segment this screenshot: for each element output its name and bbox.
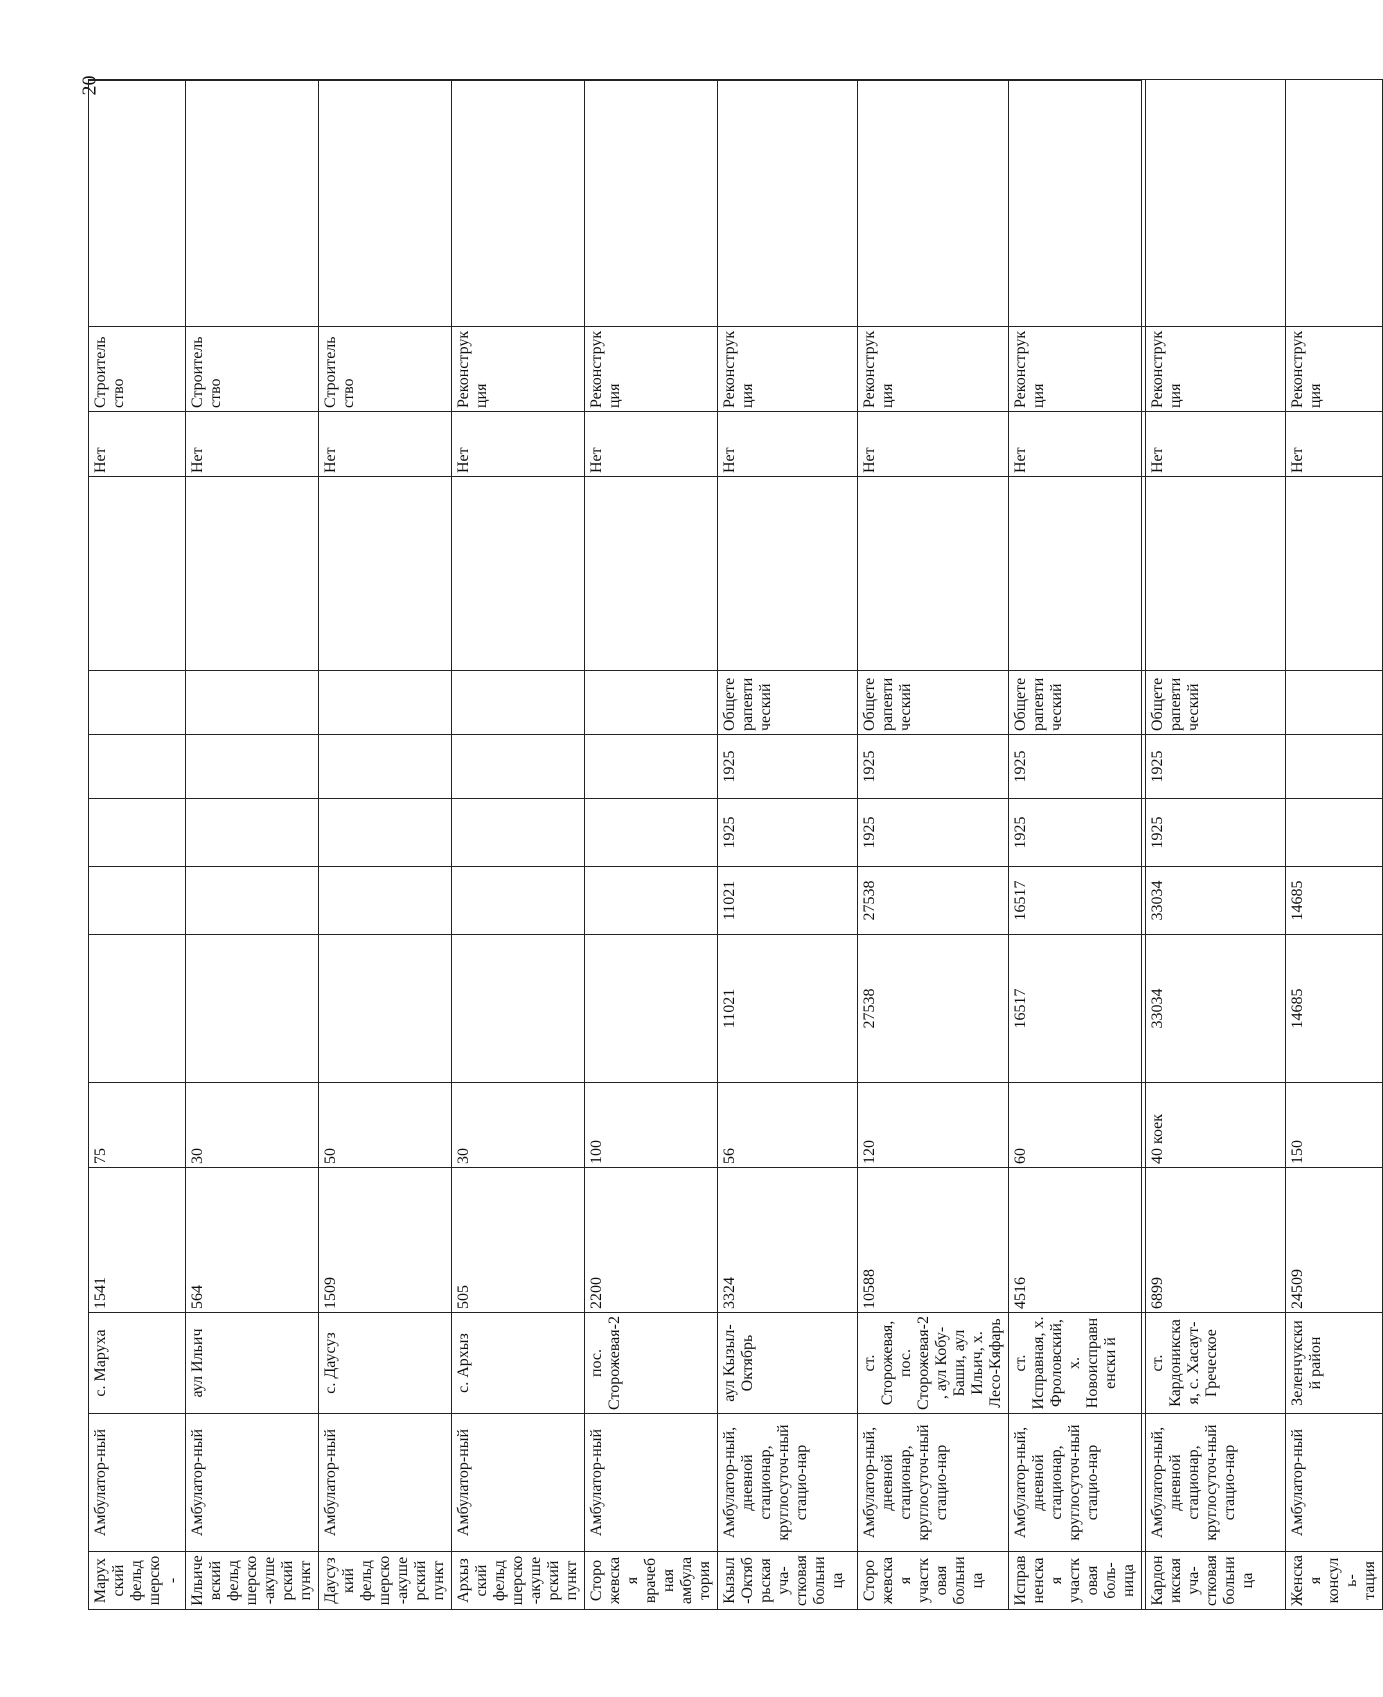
availability-cell: Нет: [718, 412, 858, 477]
facility-name-cell: Исправненская участковая боль-ница: [1009, 1552, 1146, 1610]
population-cell: 505: [452, 1168, 585, 1313]
location-cell: с. Даусуз: [319, 1313, 452, 1414]
capacity-cell: 120: [858, 1083, 1009, 1168]
capacity-cell: 56: [718, 1083, 858, 1168]
table-row: [452, 80, 585, 1610]
availability-cell: Нет: [1009, 412, 1146, 477]
spacer-cell: [186, 477, 319, 671]
capacity-cell: 60: [1009, 1083, 1146, 1168]
capacity-cell: 30: [452, 1083, 585, 1168]
page-number: 20: [78, 75, 101, 96]
availability-cell: Нет: [89, 412, 186, 477]
type-cell: Амбулатор-ный: [186, 1414, 319, 1552]
facility-name-cell: Сторожевская врачебная амбулатория: [585, 1552, 718, 1610]
year1-cell: [452, 799, 585, 867]
year2-cell: 1925: [1146, 735, 1286, 799]
value2-cell: 33034: [1146, 867, 1286, 935]
profile-cell: [186, 671, 319, 735]
action-cell: Реконструкция: [1146, 327, 1286, 412]
location-cell: аул Ильич: [186, 1313, 319, 1414]
action-cell: Строительство: [89, 327, 186, 412]
availability-cell: Нет: [319, 412, 452, 477]
facility-name-cell: Сторожевская участковая больница: [858, 1552, 1009, 1610]
value2-cell: 14685: [1286, 867, 1383, 935]
year1-cell: 1925: [718, 799, 858, 867]
spacer-cell: [452, 477, 585, 671]
year1-cell: [186, 799, 319, 867]
year1-cell: 1925: [858, 799, 1009, 867]
capacity-cell: 150: [1286, 1083, 1383, 1168]
availability-cell: Нет: [1146, 412, 1286, 477]
capacity-cell: 50: [319, 1083, 452, 1168]
table-row: [1146, 80, 1286, 1610]
action-cell: Реконструкция: [452, 327, 585, 412]
value1-cell: [89, 935, 186, 1083]
profile-cell: Общетерапевтический: [858, 671, 1009, 735]
action-cell: Реконструкция: [1009, 327, 1146, 412]
edge-cell: [1009, 80, 1146, 327]
year1-cell: [89, 799, 186, 867]
value1-cell: 11021: [718, 935, 858, 1083]
population-cell: 24509: [1286, 1168, 1383, 1313]
table-row: [319, 80, 452, 1610]
edge-cell: [858, 80, 1009, 327]
location-cell: ст. Исправная, х. Фроловский, х. Новоисправненски й: [1009, 1313, 1146, 1414]
location-cell: ст. Сторожевая, пос. Сторожевая-2, аул Кобу-Баши, аул Ильич, х. Лесо-Кяфарь: [858, 1313, 1009, 1414]
spacer-cell: [858, 477, 1009, 671]
value2-cell: [319, 867, 452, 935]
location-cell: с. Архыз: [452, 1313, 585, 1414]
edge-cell: [585, 80, 718, 327]
availability-cell: Нет: [452, 412, 585, 477]
facility-name-cell: Ильичевский фельдшерско-акушерский пункт: [186, 1552, 319, 1610]
table-row: [186, 80, 319, 1610]
value1-cell: 16517: [1009, 935, 1146, 1083]
location-cell: пос. Сторожевая-2: [585, 1313, 718, 1414]
edge-cell: [1286, 80, 1383, 327]
facility-name-cell: Кардоникская уча-стковая больница: [1146, 1552, 1286, 1610]
profile-cell: [585, 671, 718, 735]
spacer-cell: [585, 477, 718, 671]
population-cell: 1541: [89, 1168, 186, 1313]
facility-name-cell: Кызыл-Октябрьская уча-стковая больница: [718, 1552, 858, 1610]
table-row: [1286, 80, 1383, 1610]
year1-cell: [585, 799, 718, 867]
year2-cell: [585, 735, 718, 799]
capacity-cell: 40 коек: [1146, 1083, 1286, 1168]
edge-cell: [452, 80, 585, 327]
profile-cell: [1286, 671, 1383, 735]
value2-cell: [89, 867, 186, 935]
facility-name-cell: Даусузкий фельдшерско-акушерский пункт: [319, 1552, 452, 1610]
action-cell: Реконструкция: [718, 327, 858, 412]
location-cell: Зеленчукский район: [1286, 1313, 1383, 1414]
profile-cell: Общетерапевтический: [1009, 671, 1146, 735]
location-cell: аул Кызыл-Октябрь: [718, 1313, 858, 1414]
value2-cell: 16517: [1009, 867, 1146, 935]
value1-cell: 14685: [1286, 935, 1383, 1083]
type-cell: Амбулатор-ный, дневной стационар, круглосуточ-ный стацио-нар: [1146, 1414, 1286, 1552]
year1-cell: [319, 799, 452, 867]
year2-cell: 1925: [858, 735, 1009, 799]
year2-cell: [319, 735, 452, 799]
value2-cell: [186, 867, 319, 935]
edge-cell: [186, 80, 319, 327]
action-cell: Строительство: [319, 327, 452, 412]
population-cell: 564: [186, 1168, 319, 1313]
population-cell: 2200: [585, 1168, 718, 1313]
edge-cell: [718, 80, 858, 327]
year2-cell: 1925: [718, 735, 858, 799]
type-cell: Амбулатор-ный: [1286, 1414, 1383, 1552]
value1-cell: [452, 935, 585, 1083]
table-row: [1009, 80, 1146, 1610]
rotated-table-area: [88, 80, 1378, 1610]
spacer-cell: [1009, 477, 1146, 671]
value1-cell: [585, 935, 718, 1083]
value2-cell: [452, 867, 585, 935]
spacer-cell: [1146, 477, 1286, 671]
table-row: [718, 80, 858, 1610]
population-cell: 1509: [319, 1168, 452, 1313]
type-cell: Амбулатор-ный, дневной стационар, круглосуточ-ный стацио-нар: [1009, 1414, 1146, 1552]
population-cell: 6899: [1146, 1168, 1286, 1313]
profile-cell: [319, 671, 452, 735]
value2-cell: [585, 867, 718, 935]
table-row: [89, 80, 186, 1610]
facility-name-cell: Марухский фельдшерско-: [89, 1552, 186, 1610]
population-cell: 4516: [1009, 1168, 1146, 1313]
year1-cell: 1925: [1146, 799, 1286, 867]
type-cell: Амбулатор-ный, дневной стационар, круглосуточ-ный стацио-нар: [858, 1414, 1009, 1552]
type-cell: Амбулатор-ный: [319, 1414, 452, 1552]
year2-cell: [186, 735, 319, 799]
edge-cell: [319, 80, 452, 327]
value1-cell: 27538: [858, 935, 1009, 1083]
spacer-cell: [89, 477, 186, 671]
edge-cell: [89, 80, 186, 327]
edge-cell: [1146, 80, 1286, 327]
availability-cell: Нет: [1286, 412, 1383, 477]
table-row: [858, 80, 1009, 1610]
table-row: [585, 80, 718, 1610]
spacer-cell: [718, 477, 858, 671]
value1-cell: [319, 935, 452, 1083]
profile-cell: [89, 671, 186, 735]
population-cell: 10588: [858, 1168, 1009, 1313]
facility-table: [88, 79, 1383, 1610]
spacer-cell: [1286, 477, 1383, 671]
value2-cell: 11021: [718, 867, 858, 935]
year2-cell: [452, 735, 585, 799]
action-cell: Реконструкция: [858, 327, 1009, 412]
profile-cell: Общетерапевтический: [1146, 671, 1286, 735]
capacity-cell: 75: [89, 1083, 186, 1168]
profile-cell: [452, 671, 585, 735]
availability-cell: Нет: [858, 412, 1009, 477]
action-cell: Строительство: [186, 327, 319, 412]
type-cell: Амбулатор-ный: [452, 1414, 585, 1552]
type-cell: Амбулатор-ный: [585, 1414, 718, 1552]
location-cell: с. Маруха: [89, 1313, 186, 1414]
type-cell: Амбулатор-ный: [89, 1414, 186, 1552]
availability-cell: Нет: [186, 412, 319, 477]
type-cell: Амбулатор-ный, дневной стационар, круглосуточ-ный стацио-нар: [718, 1414, 858, 1552]
profile-cell: Общетерапевтический: [718, 671, 858, 735]
value1-cell: [186, 935, 319, 1083]
facility-name-cell: Архызский фельдшерско-акушерский пункт: [452, 1552, 585, 1610]
value2-cell: 27538: [858, 867, 1009, 935]
action-cell: Реконструкция: [585, 327, 718, 412]
capacity-cell: 30: [186, 1083, 319, 1168]
value1-cell: 33034: [1146, 935, 1286, 1083]
year1-cell: [1286, 799, 1383, 867]
availability-cell: Нет: [585, 412, 718, 477]
year2-cell: 1925: [1009, 735, 1146, 799]
population-cell: 3324: [718, 1168, 858, 1313]
facility-name-cell: Женская консуль-тация: [1286, 1552, 1383, 1610]
year2-cell: [1286, 735, 1383, 799]
location-cell: ст. Кардоникская, с. Хасаут-Греческое: [1146, 1313, 1286, 1414]
action-cell: Реконструкция: [1286, 327, 1383, 412]
year1-cell: 1925: [1009, 799, 1146, 867]
spacer-cell: [319, 477, 452, 671]
year2-cell: [89, 735, 186, 799]
capacity-cell: 100: [585, 1083, 718, 1168]
